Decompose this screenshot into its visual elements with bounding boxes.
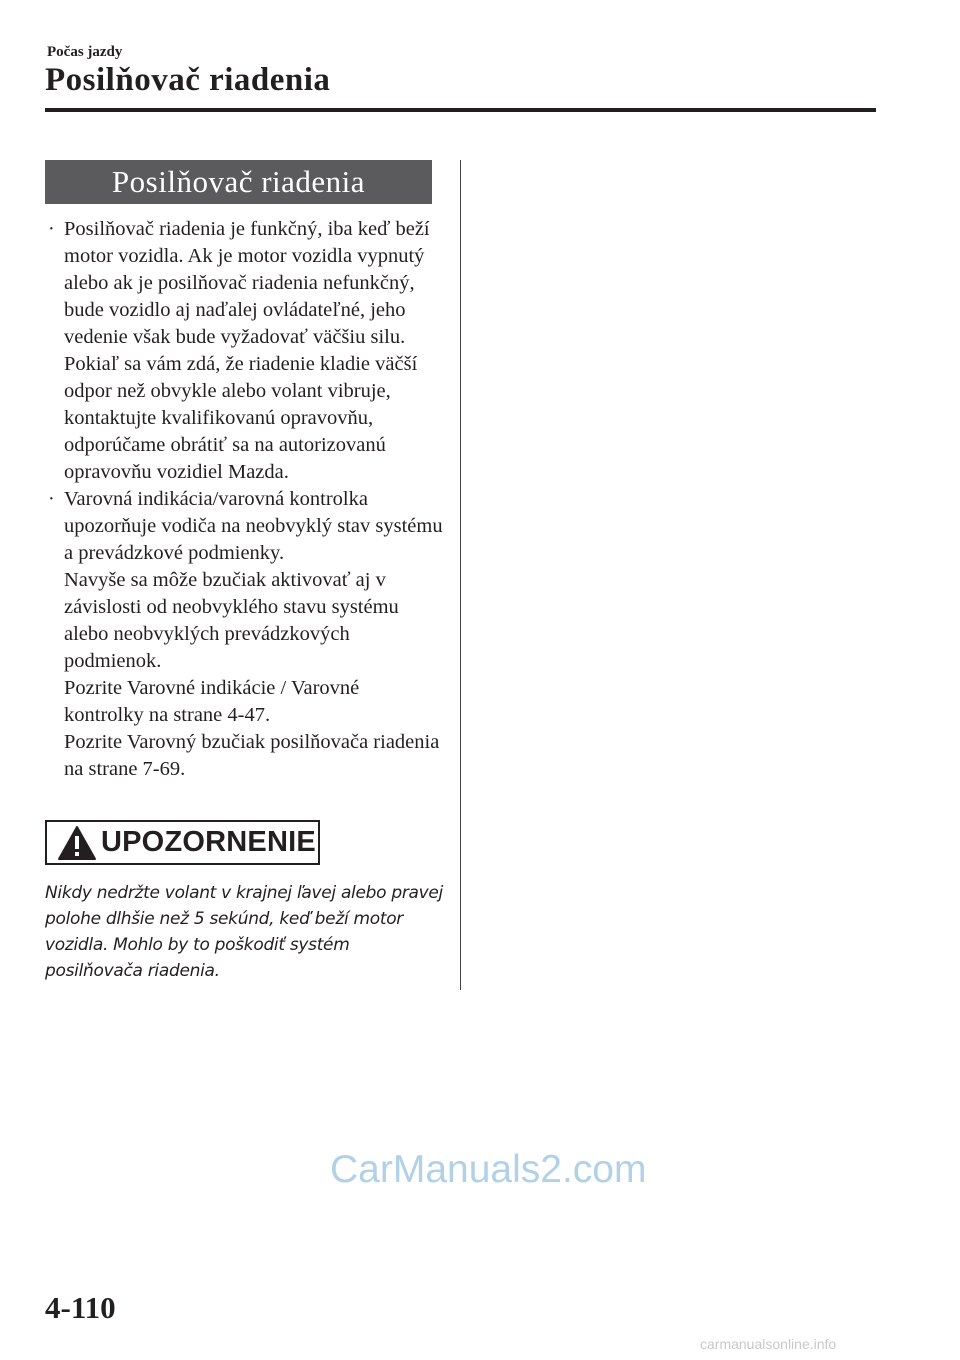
running-head: Počas jazdy: [47, 44, 123, 60]
bullet-paragraph: Varovná indikácia/varovná kontrolka upozorňuje vodiča na neobvyklý stav systému a prevádzkové podmienky.: [64, 488, 443, 564]
watermark: CarManuals2.com: [330, 1148, 647, 1191]
heading-rule: [45, 108, 876, 112]
bullet-dot: ·: [48, 218, 55, 240]
page-number: 4-110: [45, 1290, 116, 1325]
bullet-list: [48, 216, 443, 783]
warning-triangle-icon: [57, 825, 97, 861]
bullet-item: [48, 216, 443, 486]
bullet-item: [48, 486, 443, 783]
bullet-paragraph: Posilňovač riadenia je funkčný, iba keď beží motor vozidla. Ak je motor vozidla vypnutý alebo ak je posilňovač riadenia nefunkčný, bude vozidlo aj naďalej ovládateľné, jeho vedenie však bude vyžadovať väčšiu silu.: [64, 218, 430, 348]
section-title-bar: Posilňovač riadenia: [45, 160, 432, 204]
column-divider: [460, 160, 461, 990]
footer-url: carmanualsonline.info: [700, 1336, 837, 1352]
bullet-paragraph: Pokiaľ sa vám zdá, že riadenie kladie väčší odpor než obvykle alebo volant vibruje, kontaktujte kvalifikovanú opravovňu, odporúčame obrátiť sa na autorizovanú opravovňu vozidiel Mazda.: [64, 353, 418, 483]
bullet-dot: ·: [48, 488, 55, 510]
bullet-paragraph: Pozrite Varovné indikácie / Varovné kontrolky na strane 4-47.: [64, 677, 360, 726]
caution-text: Nikdy nedržte volant v krajnej ľavej alebo pravej polohe dlhšie než 5 sekúnd, keď beží motor vozidla. Mohlo by to poškodiť systém posilňovača riadenia.: [45, 883, 443, 981]
bullet-paragraph: Navyše sa môže bzučiak aktivovať aj v závislosti od neobvyklého stavu systému alebo neobvyklých prevádzkových podmienok.: [64, 569, 399, 672]
page-heading: Posilňovač riadenia: [45, 62, 331, 98]
bullet-paragraph: Pozrite Varovný bzučiak posilňovača riadenia na strane 7-69.: [64, 731, 440, 780]
caution-label: UPOZORNENIE: [101, 826, 316, 858]
caution-box: [45, 820, 320, 865]
